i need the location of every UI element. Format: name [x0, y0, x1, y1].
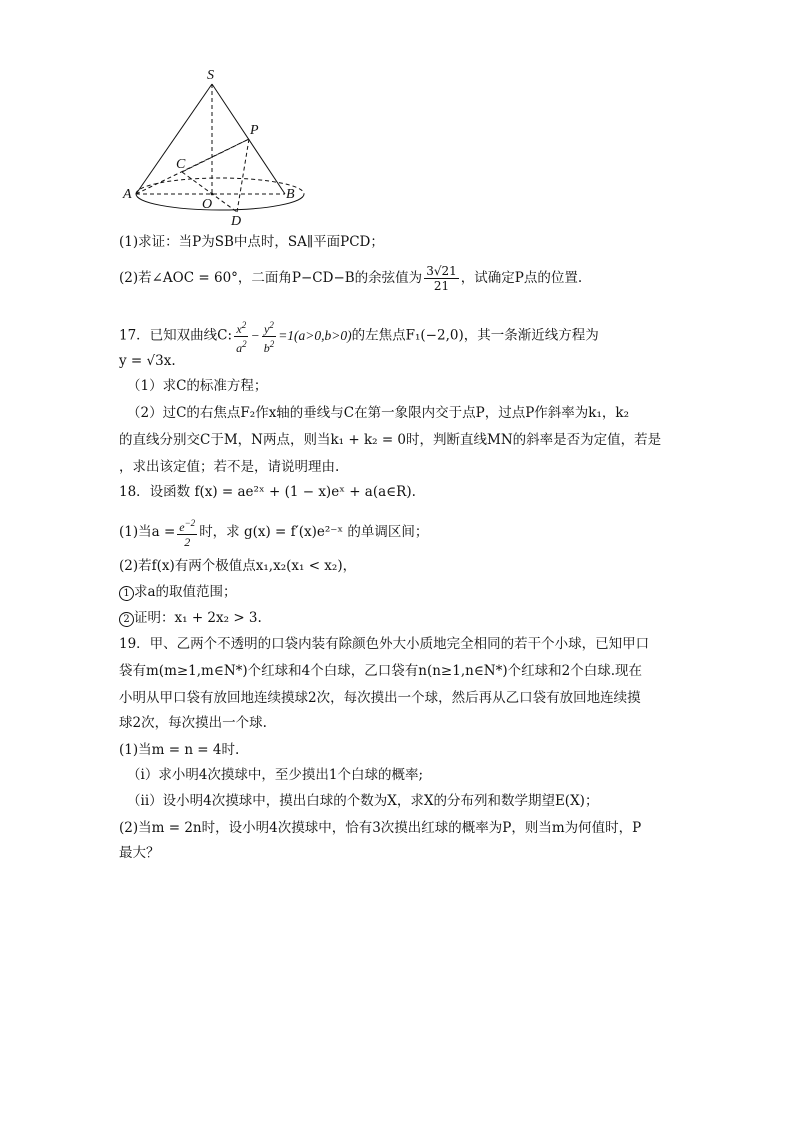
q16-fraction [424, 264, 459, 293]
edge-SA [136, 84, 212, 194]
point-O [211, 193, 214, 196]
segment-AP [136, 139, 249, 194]
q18-l4-text: 求a的取值范围； [134, 584, 237, 600]
label-O: O [202, 197, 213, 212]
q18-line4 [119, 583, 237, 601]
q19-line9: 最大？ [119, 845, 160, 861]
label-B: B [286, 187, 295, 202]
q18-l5-text: 证明：x₁ + 2x₂ > 3. [134, 610, 262, 626]
q17-l1-a: 17．已知双曲线C: [119, 327, 233, 344]
q16-frac-den: 21 [433, 279, 450, 293]
q18-line1: 18．设函数 f(x) = ae²ˣ + (1 − x)eˣ + a(a∈R). [119, 484, 416, 500]
q18-l2-b: 时，求 g(x) = f′(x)e²⁻ˣ 的单调区间； [199, 524, 429, 540]
label-A: A [123, 187, 132, 202]
q19-line5: (1)当m = n = 4时. [119, 742, 240, 758]
segment-PD [237, 139, 249, 212]
q17-line6: ，求出该定值；若不是，请说明理由. [119, 459, 340, 475]
q17-line5: 的直线分别交C于M，N两点，则当k₁ + k₂ = 0时，判断直线MN的斜率是否为定值，若是 [119, 432, 662, 448]
q18-line3: (2)若f(x)有两个极值点x₁,x₂(x₁ < x₂)， [119, 558, 357, 574]
label-C: C [176, 157, 186, 172]
q19-line3: 小明从甲口袋有放回地连续摸球2次，每次摸出一个球，然后再从乙口袋有放回地连续摸 [119, 690, 641, 706]
q17-hyperbola-eq: $\frac{x^2}{a^2}$ − $\frac{y^2}{b^2}$ =1(a>0,b>0) [236, 320, 352, 355]
q19-line6: （i）求小明4次摸球中，至少摸出1个白球的概率; [127, 767, 424, 783]
q16-part1: (1)求证：当P为SB中点时，SA∥平面PCD； [119, 234, 384, 250]
q16-part2-text-a: (2)若∠AOC = 60°，二面角P−CD−B的余弦值为 [119, 270, 423, 286]
q18-line5 [119, 609, 262, 627]
q17-l1-b: 的左焦点F₁(−2,0)，其一条渐近线方程为 [351, 327, 599, 344]
q17-line1 [119, 318, 599, 355]
circle-one-icon: 1 [119, 586, 134, 601]
q18-fraction: $\frac{e^{-2}}{2}$ [179, 518, 196, 549]
q19-line7: （ii）设小明4次摸球中，摸出白球的个数为X，求X的分布列和数学期望E(X)； [127, 793, 599, 809]
cone-figure [119, 62, 309, 230]
label-P: P [250, 123, 259, 138]
circle-two-icon: 2 [119, 612, 134, 627]
label-D: D [231, 214, 242, 229]
q17-line4: （2）过C的右焦点F₂作x轴的垂线与C在第一象限内交于点P，过点P作斜率为k₁，k₂ [127, 405, 629, 421]
q16-part2 [119, 264, 582, 293]
q16-frac-num: 3√21 [426, 264, 457, 278]
q19-line1: 19．甲、乙两个不透明的口袋内装有除颜色外大小质地完全相同的若干个小球，已知甲口 [119, 636, 650, 652]
q19-line8: (2)当m = 2n时，设小明4次摸球中，恰有3次摸出红球的概率为P，则当m为何值时，P [119, 820, 642, 836]
q16-part2-text-b: ，试确定P点的位置. [460, 270, 583, 286]
q17-line3: （1）求C的标准方程； [127, 378, 268, 394]
label-S: S [207, 68, 214, 83]
q19-line4: 球2次，每次摸出一个球. [119, 715, 267, 731]
q17-line2: y = √3x. [119, 353, 176, 369]
cone-base-front [136, 194, 304, 210]
q18-l2-a: (1)当a = [119, 524, 176, 540]
cone-base-back [136, 178, 304, 194]
q18-line2 [119, 516, 428, 549]
q19-line2: 袋有m(m≥1,m∈N*)个红球和4个白球，乙口袋有n(n≥1,n∈N*)个红球和2个白球.现在 [119, 663, 643, 679]
